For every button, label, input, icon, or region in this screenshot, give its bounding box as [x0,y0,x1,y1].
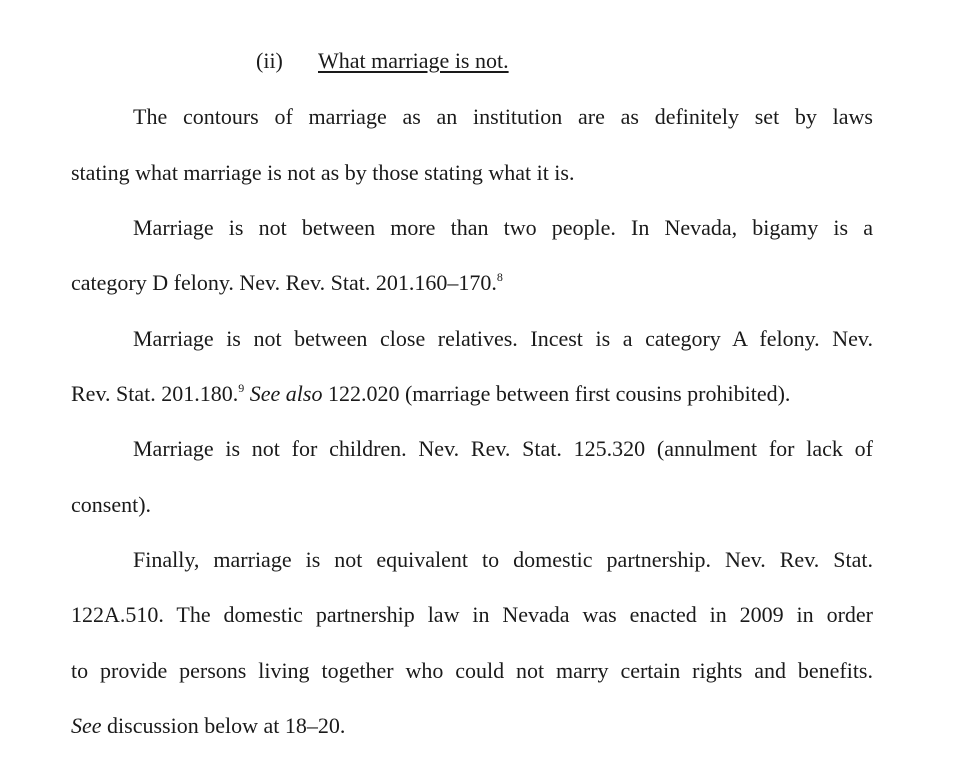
paragraph-2-line-1: Marriage is not between more than two people. In Nevada, bigamy is a [133,215,873,240]
footnote-ref-8[interactable]: 8 [496,270,503,284]
paragraph-5-line-1: Finally, marriage is not equivalent to domestic partnership. Nev. Rev. Stat. [133,547,873,572]
signal-see-also: See also [249,381,323,406]
paragraph-4-line-2: consent). [71,492,152,517]
text-line: 122.020 (marriage between first cousins prohibited). [322,381,791,406]
paragraph-2-line-2 [71,270,503,299]
paragraph-4-line-1: Marriage is not for children. Nev. Rev. Stat. 125.320 (annulment for lack of [133,436,873,461]
paragraph-1-line-2: stating what marriage is not as by those stating what it is. [71,160,575,185]
paragraph-5-line-4 [71,713,345,739]
paragraph-1-line-1: The contours of marriage as an institution are as definitely set by laws [133,104,873,129]
section-title: What marriage is not. [318,48,509,73]
paragraph-3-line-1: Marriage is not between close relatives. Incest is a category A felony. Nev. [133,326,873,351]
text-line: category D felony. Nev. Rev. Stat. 201.160–170. [71,270,497,295]
text-line: Rev. Stat. 201.180. [71,381,239,406]
section-number: (ii) [256,48,283,73]
paragraph-5-line-3: to provide persons living together who could not marry certain rights and benefits. [71,658,873,683]
signal-see: See [71,713,102,738]
paragraph-3-line-2 [71,381,790,410]
section-heading [256,48,509,74]
paragraph-5-line-2: 122A.510. The domestic partnership law in Nevada was enacted in 2009 in order [71,602,873,627]
footnote-ref-9[interactable]: 9 [238,381,245,395]
text-line: discussion below at 18–20. [101,713,346,738]
